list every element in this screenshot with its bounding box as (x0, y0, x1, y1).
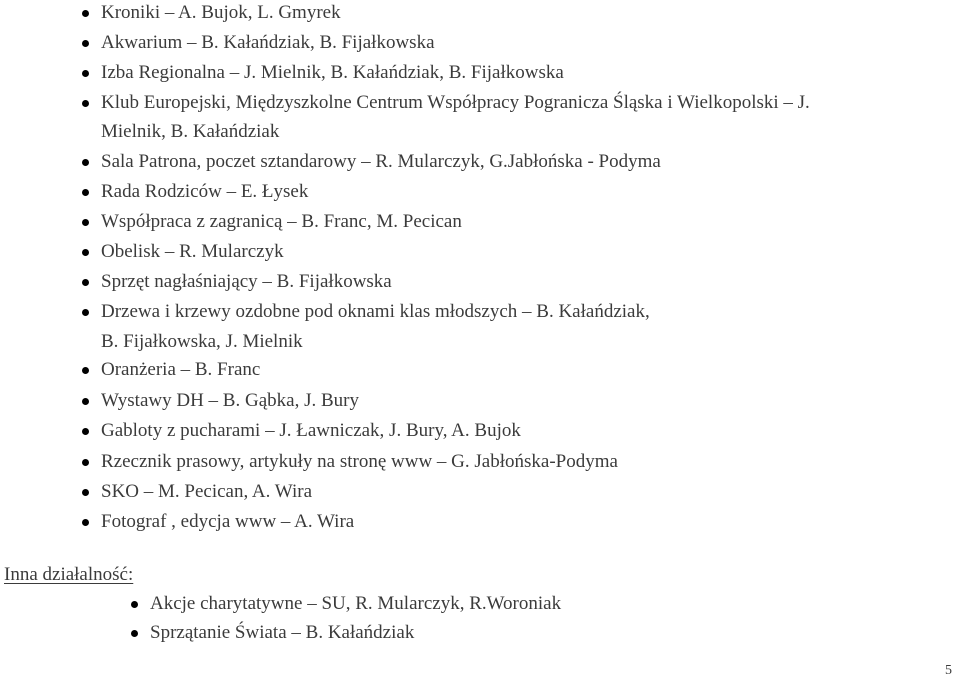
list-item-text: Sprzęt nagłaśniający – B. Fijałkowska (101, 271, 392, 292)
section-heading-other-activities: Inna działalność: (4, 564, 134, 585)
list-item-text: SKO – M. Pecican, A. Wira (101, 481, 313, 502)
list-item-text: Sprzątanie Świata – B. Kałańdziak (150, 622, 415, 643)
list-item-text: Współpraca z zagranicą – B. Franc, M. Pecican (101, 211, 462, 232)
list-item-text: Klub Europejski, Międzyszkolne Centrum Współpracy Pogranicza Śląska i Wielkopolski – J. (101, 92, 810, 113)
bullet-icon (82, 159, 89, 166)
bullet-icon (82, 459, 89, 466)
list-item-text: Fotograf , edycja www – A. Wira (101, 511, 355, 532)
list-item-text: Akcje charytatywne – SU, R. Mularczyk, R.Woroniak (150, 593, 562, 614)
list-item-text: Oranżeria – B. Franc (101, 359, 261, 380)
bullet-icon (82, 367, 89, 374)
bullet-icon (82, 279, 89, 286)
list-item-text-continuation: Mielnik, B. Kałańdziak (101, 121, 280, 142)
list-item-text: Obelisk – R. Mularczyk (101, 241, 284, 262)
list-item-text: Rada Rodziców – E. Łysek (101, 181, 309, 202)
list-item-text: Akwarium – B. Kałańdziak, B. Fijałkowska (101, 32, 435, 53)
bullet-icon (82, 219, 89, 226)
bullet-icon (82, 189, 89, 196)
bullet-icon (82, 398, 89, 405)
bullet-icon (82, 489, 89, 496)
bullet-icon (131, 601, 138, 608)
page-number: 5 (945, 663, 952, 678)
bullet-icon (82, 309, 89, 316)
list-item-text: Kroniki – A. Bujok, L. Gmyrek (101, 2, 341, 23)
bullet-icon (82, 249, 89, 256)
bullet-icon (82, 100, 89, 107)
list-item-text: Gabloty z pucharami – J. Ławniczak, J. Bury, A. Bujok (101, 420, 521, 441)
list-item-text-continuation: B. Fijałkowska, J. Mielnik (101, 331, 303, 352)
list-item-text: Drzewa i krzewy ozdobne pod oknami klas młodszych – B. Kałańdziak, (101, 301, 650, 322)
list-item-text: Wystawy DH – B. Gąbka, J. Bury (101, 390, 359, 411)
bullet-icon (82, 10, 89, 17)
list-item-text: Izba Regionalna – J. Mielnik, B. Kałańdziak, B. Fijałkowska (101, 62, 564, 83)
list-item-text: Rzecznik prasowy, artykuły na stronę www – G. Jabłońska-Podyma (101, 451, 618, 472)
bullet-icon (82, 428, 89, 435)
bullet-icon (131, 630, 138, 637)
list-item-text: Sala Patrona, poczet sztandarowy – R. Mularczyk, G.Jabłońska - Podyma (101, 151, 661, 172)
bullet-icon (82, 519, 89, 526)
bullet-icon (82, 40, 89, 47)
bullet-icon (82, 70, 89, 77)
